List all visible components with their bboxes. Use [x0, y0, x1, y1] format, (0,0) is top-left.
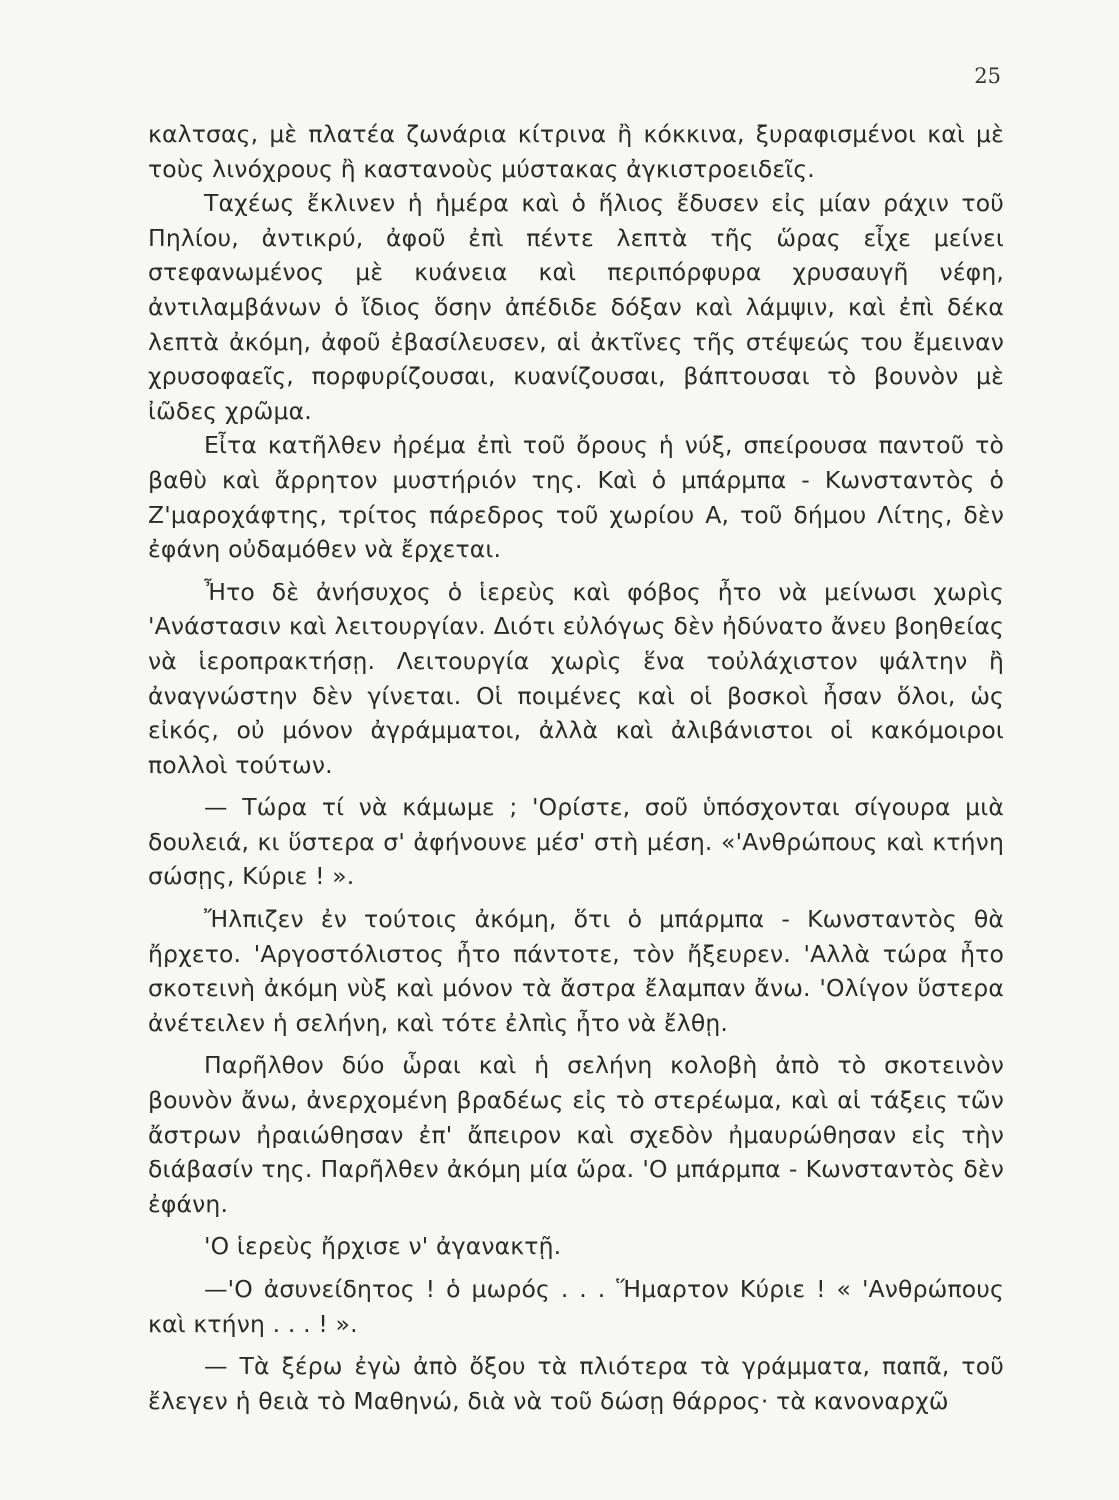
- body-text: [148, 117, 1004, 1418]
- paragraph: Ταχέως ἔκλινεν ἡ ἡμέρα καὶ ὁ ἥλιος ἔδυσεν εἰς μίαν ράχιν τοῦ Πηλίου, ἀντικρύ, ἀφοῦ ἐπὶ πέντε λεπτὰ τῆς ὥρας εἶχε μείνει στεφανωμένος μὲ κυάνεια καὶ περιπόρφυρα χρυσαυγῆ νέφη, ἀντιλαμβάνων ὁ ἴδιος ὅσην ἀπέδιδε δόξαν καὶ λάμψιν, καὶ ἐπὶ δέκα λεπτὰ ἀκόμη, ἀφοῦ ἐβασίλευσεν, αἱ ἀκτῖνες τῆς στέψεώς του ἔμειναν χρυσοφαεῖς, πορφυρίζουσαι, κυανίζουσαι, βάπτουσαι τὸ βουνὸν μὲ ἰῶδες χρῶμα.: [148, 189, 1004, 425]
- paragraph: καλτσας, μὲ πλατέα ζωνάρια κίτρινα ἢ κόκκινα, ξυραφισμένοι καὶ μὲ τοὺς λινόχρους ἢ καστανοὺς μύστακας ἀγκιστροειδεῖς.: [148, 120, 1004, 183]
- paragraph: Παρῆλθον δύο ὧραι καὶ ἡ σελήνη κολοβὴ ἀπὸ τὸ σκοτεινὸν βουνὸν ἄνω, ἀνερχομένη βραδέως εἰς τὸ στερέωμα, καὶ αἱ τάξεις τῶν ἄστρων ἠραιώθησαν ἐπ' ἄπειρον καὶ σχεδὸν ἠμαυρώθησαν εἰς τὴν διάβασίν της. Παρῆλθεν ἀκόμη μία ὥρα. 'Ο μπάρμπα - Κωνσταντὸς δὲν ἐφάνη.: [148, 1051, 1004, 1218]
- paragraph: Ἤλπιζεν ἐν τούτοις ἀκόμη, ὅτι ὁ μπάρμπα - Κωνσταντὸς θὰ ἤρχετο. 'Αργοστόλιστος ἦτο πάντοτε, τὸν ἤξευρεν. 'Αλλὰ τώρα ἦτο σκοτεινὴ ἀκόμη νὺξ καὶ μόνον τὰ ἄστρα ἔλαμπαν ἄνω. 'Ολίγον ὕστερα ἀνέτειλεν ἡ σελήνη, καὶ τότε ἐλπὶς ἦτο νὰ ἔλθῃ.: [148, 905, 1004, 1037]
- paragraph: Ἦτο δὲ ἀνήσυχος ὁ ἱερεὺς καὶ φόβος ἦτο νὰ μείνωσι χωρὶς 'Ανάστασιν καὶ λειτουργίαν. Διότι εὐλόγως δὲν ἠδύνατο ἄνευ βοηθείας νὰ ἱεροπρακτήσῃ. Λειτουργία χωρὶς ἕνα τοὐλάχιστον ψάλτην ἢ ἀναγνώστην δὲν γίνεται. Οἱ ποιμένες καὶ οἱ βοσκοὶ ἦσαν ὅλοι, ὡς εἰκός, οὐ μόνον ἀγράμματοι, ἀλλὰ καὶ ἀλιβάνιστοι οἱ κακόμοιροι πολλοὶ τούτων.: [148, 577, 1004, 779]
- paragraph: 'Ο ἱερεὺς ἤρχισε ν' ἀγανακτῇ.: [204, 1232, 562, 1261]
- paragraph: Εἶτα κατῆλθεν ἠρέμα ἐπὶ τοῦ ὄρους ἡ νύξ, σπείρουσα παντοῦ τὸ βαθὺ καὶ ἄρρητον μυστήριόν της. Καὶ ὁ μπάρμπα - Κωνσταντὸς ὁ Ζ'μαροχάφτης, τρίτος πάρεδρος τοῦ χωρίου Α, τοῦ δήμου Λίτης, δὲν ἐφάνη οὐδαμόθεν νὰ ἔρχεται.: [148, 431, 1004, 564]
- page-number: 25: [974, 64, 1001, 88]
- dialogue-paragraph: — Τὰ ξέρω ἐγὼ ἀπὸ ὄξου τὰ πλιότερα τὰ γράμματα, παπᾶ, τοῦ ἔλεγεν ἡ θειὰ τὸ Μαθηνώ, διὰ νὰ τοῦ δώσῃ θάρρος· τὰ κανοναρχῶ: [148, 1352, 1004, 1415]
- dialogue-paragraph: —'Ο ἀσυνείδητος ! ὁ μωρός . . . Ἥμαρτον Κύριε ! « 'Ανθρώπους καὶ κτήνη . . . ! ».: [148, 1275, 1004, 1338]
- dialogue-paragraph: — Τώρα τί νὰ κάμωμε ; 'Ορίστε, σοῦ ὑπόσχονται σίγουρα μιὰ δουλειά, κι ὕστερα σ' ἀφήνουνε μέσ' στὴ μέση. «'Ανθρώπους καὶ κτήνη σώσῃς, Κύριε ! ».: [148, 793, 1004, 891]
